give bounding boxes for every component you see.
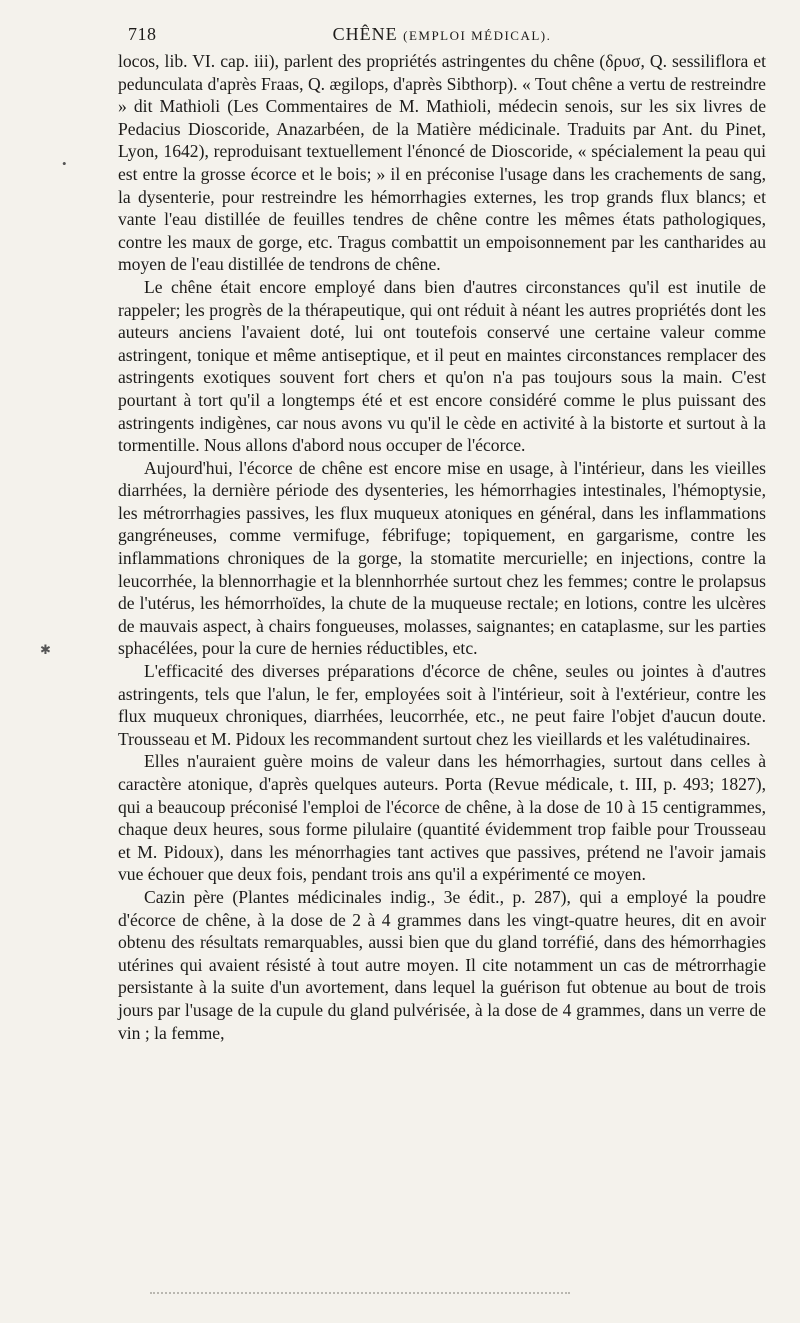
document-page	[118, 18, 766, 1044]
running-head	[118, 24, 766, 45]
body-text	[118, 50, 766, 1044]
paragraph-3: Aujourd'hui, l'écorce de chêne est encore mise en usage, à l'intérieur, dans les vieilles diarrhées, la dernière période des dysenteries, les hémorrhagies intestinales, l'hémoptysie, les métrorrhagies passives, les flux muqueux atoniques en général, dans les inflammations gangréneuses, comme vermifuge, fébrifuge; topiquement, en gargarisme, contre les inflammations chroniques de la gorge, la stomatite mercurielle; en injections, contre la leucorrhée, la blennorrhagie et la blennhorrhée surtout chez les femmes; contre le prolapsus de l'utérus, les hémorrhoïdes, la chute de la muqueuse rectale; en lotions, contre les ulcères de mauvais aspect, à chairs fongueuses, molasses, saignantes; en cataplasme, sur les parties sphacélées, pour la cure de hernies réductibles, etc.	[118, 457, 766, 659]
paragraph-4: L'efficacité des diverses préparations d'écorce de chêne, seules ou jointes à d'autres astringents, tels que l'alun, le fer, employées soit à l'intérieur, soit à l'extérieur, contre les flux muqueux chroniques, diarrhées, leucorrhée, etc., ne peut faire l'objet d'aucun doute. Trousseau et M. Pidoux les recommandent surtout chez les vieillards et les valétudinaires.	[118, 661, 766, 749]
running-head-title: CHÊNE	[332, 24, 398, 44]
paragraph-1: locos, lib. VI. cap. iii), parlent des propriétés astringentes du chêne (δρυσ, Q. sessiliflora et pedunculata d'après Fraas, Q. ægilops, d'après Sibthorp). « Tout chêne a vertu de restreindre » dit Mathioli (Les Commentaires de M. Mathioli, médecin senois, sur les six livres de Pedacius Dioscoride, Anazarbéen, de la Matière médicinale. Traduits par Ant. du Pinet, Lyon, 1642), reproduisant textuellement l'énoncé de Dioscoride, « spécialement la peau qui est entre la grosse écorce et le bois; » il en préconise l'usage dans les crachements de sang, la dysenterie, pour restreindre les hémorrhagies externes, les trop grands flux blancs; et vante l'eau distillée de feuilles tendres de chêne contre les mêmes états pathologiques, contre les maux de gorge, etc. Tragus combattit un empoisonnement par les cantharides au moyen de l'eau distillée de tendrons de chêne.	[118, 51, 766, 275]
running-head-subtitle: (EMPLOI MÉDICAL).	[403, 28, 552, 43]
paragraph-2: Le chêne était encore employé dans bien d'autres circonstances qu'il est inutile de rappeler; les progrès de la thérapeutique, qui ont réduit à néant les autres propriétés dont les auteurs anciens l'avaient doté, lui ont toutefois conservé une certaine valeur comme astringent, tonique et même antiseptique, et il peut en maintes circonstances remplacer des astringents exotiques souvent fort chers et qu'on n'a pas toujours sous la main. C'est pourtant à tort qu'il a longtemps été et est encore considéré comme le plus puissant des astringents indigènes, car nous avons vu qu'il le cède en activité à la bistorte et surtout à la tormentille. Nous allons d'abord nous occuper de l'écorce.	[118, 276, 766, 456]
paragraph-6: Cazin père (Plantes médicinales indig., 3e édit., p. 287), qui a employé la poudre d'écorce de chêne, à la dose de 2 à 4 grammes dans les vingt-quatre heures, dit en avoir obtenu des résultats remarquables, aussi bien que du gland torréfié, dans des hémorrhagies utérines qui avaient résisté à tout autre moyen. Il cite notamment un cas de métrorrhagie persistante à la suite d'un avortement, dans lequel la guérison fut obtenue au bout de trois jours par l'usage de la cupule du gland pulvérisée, à la dose de 4 grammes, dans un verre de vin ; la femme,	[118, 886, 766, 1043]
ink-speck: ✱	[40, 642, 51, 657]
bottom-dotted-rule	[150, 1292, 570, 1294]
page-header	[118, 18, 766, 50]
ink-speck: •	[62, 156, 67, 171]
page-number: 718	[128, 24, 157, 44]
paragraph-5: Elles n'auraient guère moins de valeur dans les hémorrhagies, surtout dans celles à caractère atonique, d'après quelques auteurs. Porta (Revue médicale, t. III, p. 493; 1827), qui a beaucoup préconisé l'emploi de l'écorce de chêne, à la dose de 10 à 15 centigrammes, chaque deux heures, sous forme pilulaire (quantité évidemment trop faible pour Trousseau et M. Pidoux), dans les ménorrhagies tant actives que passives, prétend ne l'avoir jamais vue échouer que deux fois, pendant trois ans qu'il a expérimenté ce moyen.	[118, 751, 766, 885]
